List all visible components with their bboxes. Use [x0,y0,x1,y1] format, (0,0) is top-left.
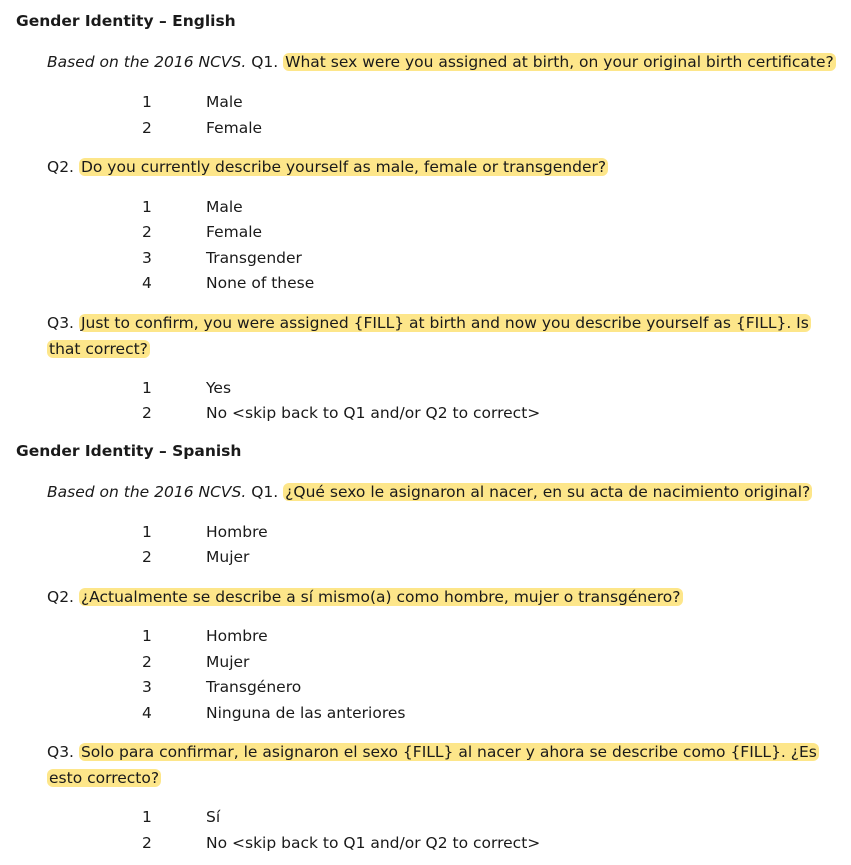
option-label: Mujer [206,548,250,566]
option-number: 1 [142,808,152,826]
option-label: Male [206,198,243,216]
option-number: 2 [142,223,152,241]
english-q1-source: Based on the 2016 NCVS. [47,53,247,71]
option-number: 1 [142,93,152,111]
spanish-q1-prompt [47,480,837,506]
spanish-q2-label: Q2. [47,588,74,606]
option-label: Yes [206,379,232,397]
option-number: 2 [142,119,152,137]
spanish-q2-text: ¿Actualmente se describe a sí mismo(a) como hombre, mujer o transgénero? [80,588,681,606]
english-q3-label: Q3. [47,314,74,332]
option-number: 2 [142,834,152,852]
option-label: Transgénero [206,678,302,696]
option-number: 3 [142,249,152,267]
option-number: 2 [142,548,152,566]
option-label: None of these [206,274,315,292]
option-number: 3 [142,678,152,696]
section-heading-spanish: Gender Identity – Spanish [16,442,242,460]
option-label: No <skip back to Q1 and/or Q2 to correct> [206,834,541,852]
option-label: Female [206,223,263,241]
spanish-q3-text: Solo para confirmar, le asignaron el sexo {FILL} al nacer y ahora se describe como {FILL}. ¿Es esto correcto? [49,743,817,787]
english-q1-label: Q1. [251,53,279,71]
spanish-q3-label: Q3. [47,743,74,761]
option-number: 2 [142,653,152,671]
english-q1-text: What sex were you assigned at birth, on your original birth certificate? [285,53,834,71]
spanish-q1-text: ¿Qué sexo le asignaron al nacer, en su acta de nacimiento original? [285,483,811,501]
option-number: 4 [142,274,152,292]
section-heading-english: Gender Identity – English [16,12,236,30]
option-label: Hombre [206,523,268,541]
option-label: Male [206,93,243,111]
option-label: Sí [206,808,221,826]
english-q1-prompt [47,50,837,76]
option-number: 1 [142,379,152,397]
option-number: 1 [142,627,152,645]
option-label: Female [206,119,263,137]
option-number: 2 [142,404,152,422]
option-label: No <skip back to Q1 and/or Q2 to correct> [206,404,541,422]
english-q3-text: Just to confirm, you were assigned {FILL} at birth and now you describe yourself as {FILL}. Is that correct? [49,314,809,358]
english-q2-text: Do you currently describe yourself as male, female or transgender? [80,158,607,176]
option-label: Transgender [206,249,302,267]
option-number: 1 [142,523,152,541]
option-number: 4 [142,704,152,722]
option-label: Hombre [206,627,268,645]
english-q2-label: Q2. [47,158,74,176]
option-label: Mujer [206,653,250,671]
option-label: Ninguna de las anteriores [206,704,406,722]
spanish-q2-prompt [47,585,837,611]
option-number: 1 [142,198,152,216]
spanish-q3-prompt [47,740,837,791]
spanish-q1-source: Based on the 2016 NCVS. [47,483,247,501]
english-q3-prompt [47,311,837,362]
spanish-q1-label: Q1. [251,483,279,501]
english-q2-prompt [47,155,837,181]
